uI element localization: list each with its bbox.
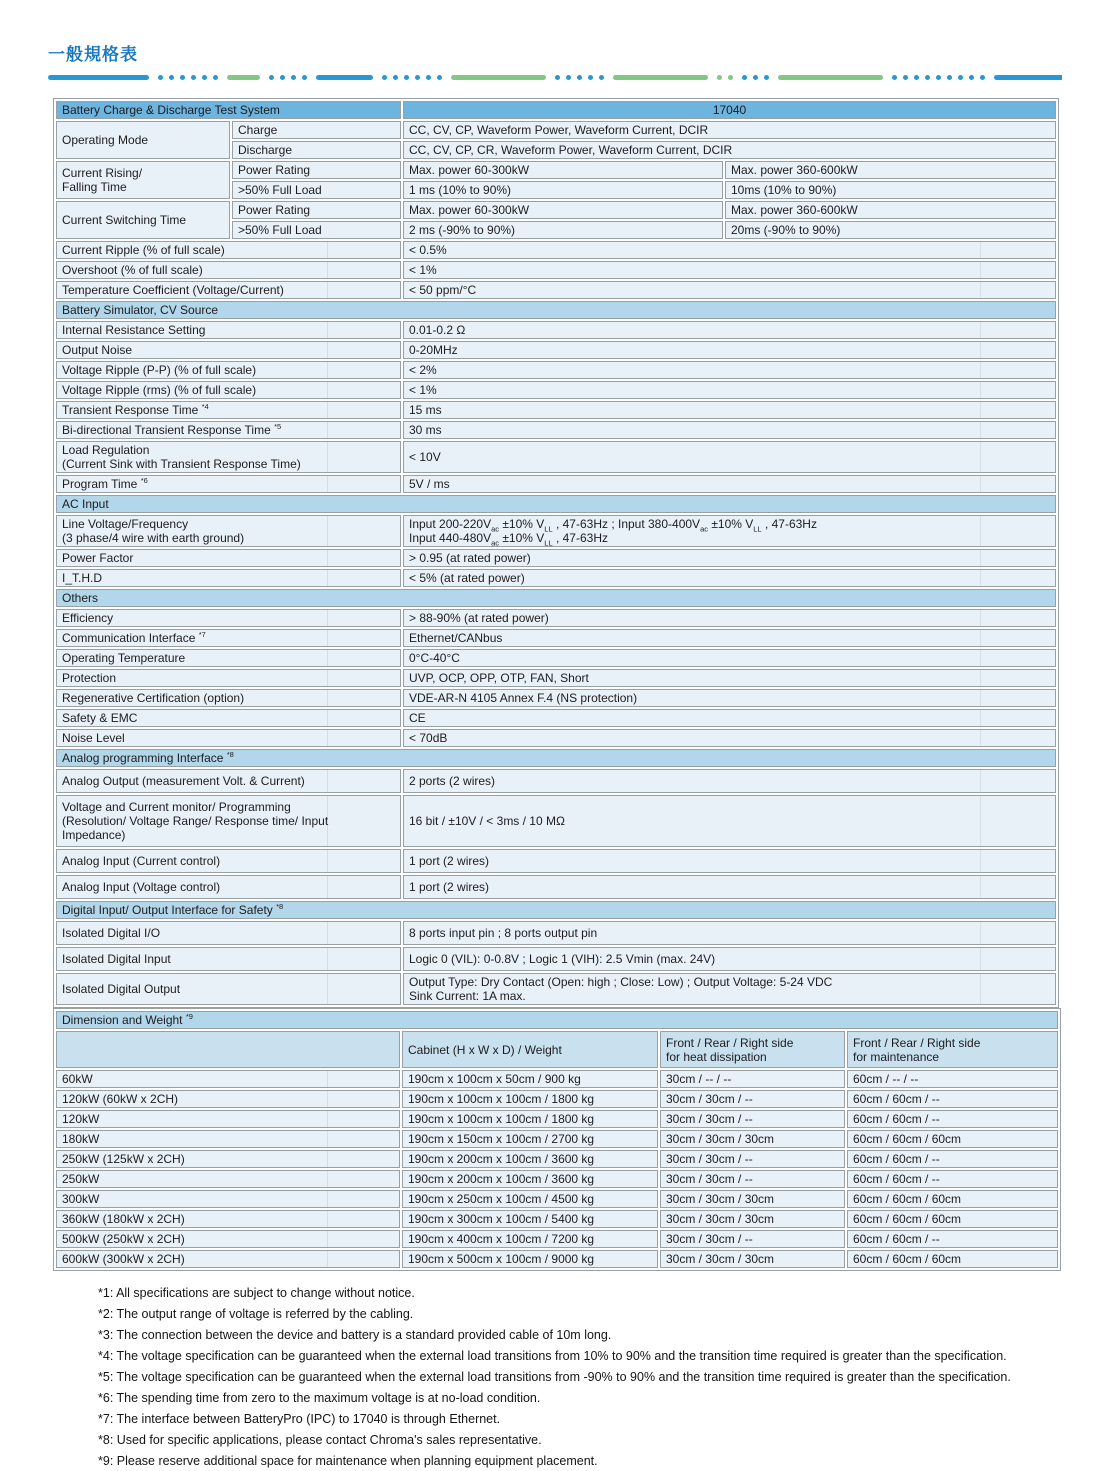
- divider-dots: [158, 75, 218, 80]
- spec-cell: I_T.H.D: [56, 569, 401, 587]
- decorative-divider: [48, 74, 1062, 80]
- spec-cell: Transient Response Time $^{*4}$: [56, 401, 401, 419]
- divider-dots: [269, 75, 307, 80]
- spec-cell: 30cm / 30cm / 30cm: [660, 1210, 845, 1228]
- table-row: [56, 973, 1056, 1005]
- spec-cell: 0°C-40°C: [403, 649, 1056, 667]
- divider-dot: [280, 75, 285, 80]
- divider-dot: [180, 75, 185, 80]
- table-row: [56, 321, 1056, 339]
- divider-dot: [213, 75, 218, 80]
- spec-cell: 15 ms: [403, 401, 1056, 419]
- spec-cell: Safety & EMC: [56, 709, 401, 727]
- table-row: [56, 629, 1056, 647]
- table-row: [56, 401, 1056, 419]
- divider-dot: [415, 75, 420, 80]
- table-row: [56, 1150, 1058, 1168]
- spec-cell: Operating Temperature: [56, 649, 401, 667]
- header-row: [56, 1031, 1058, 1068]
- spec-cell: Program Time $^{*6}$: [56, 475, 401, 493]
- divider-dot: [382, 75, 387, 80]
- table-row: [56, 121, 1056, 139]
- divider-dot: [269, 75, 274, 80]
- divider-dot: [742, 75, 747, 80]
- spec-cell: 190cm x 500cm x 100cm / 9000 kg: [402, 1250, 658, 1268]
- spec-cell: >50% Full Load: [232, 181, 401, 199]
- spec-cell: 30cm / 30cm / --: [660, 1230, 845, 1248]
- table-row: [56, 475, 1056, 493]
- spec-cell: Line Voltage/Frequency (3 phase/4 wire with earth ground): [56, 515, 401, 547]
- spec-cell: Ethernet/CANbus: [403, 629, 1056, 647]
- divider-dot: [980, 75, 985, 80]
- spec-cell: 250kW (125kW x 2CH): [56, 1150, 400, 1168]
- spec-cell: 250kW: [56, 1170, 400, 1188]
- divider-dot: [969, 75, 974, 80]
- divider-dot: [302, 75, 307, 80]
- section-row: [56, 749, 1056, 767]
- divider-dots: [382, 75, 442, 80]
- divider-dots: [717, 75, 733, 80]
- spec-cell: Charge: [232, 121, 401, 139]
- table-row: [56, 1210, 1058, 1228]
- spec-cell: < 1%: [403, 261, 1056, 279]
- spec-cell: 30 ms: [403, 421, 1056, 439]
- spec-cell: Current Rising/ Falling Time: [56, 161, 230, 199]
- spec-cell: 500kW (250kW x 2CH): [56, 1230, 400, 1248]
- divider-dot: [191, 75, 196, 80]
- divider-dash: [316, 75, 373, 80]
- spec-cell: 120kW (60kW x 2CH): [56, 1090, 400, 1108]
- divider-dot: [393, 75, 398, 80]
- spec-cell: Internal Resistance Setting: [56, 321, 401, 339]
- spec-cell: 1 ms (10% to 90%): [403, 181, 723, 199]
- spec-cell: 60cm / 60cm / --: [847, 1090, 1058, 1108]
- spec-cell: Output Noise: [56, 341, 401, 359]
- spec-cell: CE: [403, 709, 1056, 727]
- spec-cell: VDE-AR-N 4105 Annex F.4 (NS protection): [403, 689, 1056, 707]
- divider-dot: [566, 75, 571, 80]
- footnote-item: *6: The spending time from zero to the maximum voltage is at no-load condition.: [98, 1391, 541, 1405]
- spec-cell: Isolated Digital Input: [56, 947, 401, 971]
- spec-cell: Output Type: Dry Contact (Open: high ; Close: Low) ; Output Voltage: 5-24 VDC Sink Current: 1A max.: [403, 973, 1056, 1005]
- spec-cell: Dimension and Weight $^{*9}$: [56, 1011, 1058, 1029]
- spec-cell: 190cm x 100cm x 100cm / 1800 kg: [402, 1110, 658, 1128]
- spec-cell: 190cm x 300cm x 100cm / 5400 kg: [402, 1210, 658, 1228]
- table-row: [56, 281, 1056, 299]
- table-row: [56, 1130, 1058, 1148]
- table-row: [56, 549, 1056, 567]
- spec-cell: 17040: [403, 101, 1056, 119]
- spec-cell: 190cm x 250cm x 100cm / 4500 kg: [402, 1190, 658, 1208]
- spec-cell: 0.01-0.2 Ω: [403, 321, 1056, 339]
- spec-cell: Protection: [56, 669, 401, 687]
- table-row: [56, 849, 1056, 873]
- table-row: [56, 515, 1056, 547]
- section-row: [56, 589, 1056, 607]
- spec-cell: 60cm / 60cm / 60cm: [847, 1250, 1058, 1268]
- table-row: [56, 769, 1056, 793]
- table-row: [56, 1230, 1058, 1248]
- section-row: [56, 1011, 1058, 1029]
- diagonal-cell: [56, 1031, 400, 1068]
- spec-cell: Regenerative Certification (option): [56, 689, 401, 707]
- spec-cell: < 1%: [403, 381, 1056, 399]
- divider-dot: [764, 75, 769, 80]
- spec-cell: AC Input: [56, 495, 1056, 513]
- spec-cell: < 5% (at rated power): [403, 569, 1056, 587]
- divider-dot: [599, 75, 604, 80]
- spec-cell: < 70dB: [403, 729, 1056, 747]
- spec-cell: > 0.95 (at rated power): [403, 549, 1056, 567]
- table-row: [56, 361, 1056, 379]
- section-row: [56, 495, 1056, 513]
- spec-cell: 30cm / 30cm / 30cm: [660, 1190, 845, 1208]
- spec-cell: 190cm x 200cm x 100cm / 3600 kg: [402, 1150, 658, 1168]
- spec-cell: 30cm / 30cm / 30cm: [660, 1130, 845, 1148]
- spec-cell: 60cm / 60cm / --: [847, 1170, 1058, 1188]
- spec-cell: Analog Output (measurement Volt. & Current): [56, 769, 401, 793]
- spec-cell: Analog Input (Voltage control): [56, 875, 401, 899]
- spec-cell: Overshoot (% of full scale): [56, 261, 401, 279]
- spec-cell: Battery Simulator, CV Source: [56, 301, 1056, 319]
- table-row: [56, 709, 1056, 727]
- divider-dot: [437, 75, 442, 80]
- page-title: 一般規格表: [48, 45, 138, 64]
- spec-cell: 60kW: [56, 1070, 400, 1088]
- table-row: [56, 649, 1056, 667]
- spec-cell: 30cm / -- / --: [660, 1070, 845, 1088]
- spec-cell: Voltage Ripple (P-P) (% of full scale): [56, 361, 401, 379]
- section-row: [56, 901, 1056, 919]
- table-row: [56, 729, 1056, 747]
- divider-dot: [404, 75, 409, 80]
- spec-cell: 10ms (10% to 90%): [725, 181, 1056, 199]
- spec-cell: Efficiency: [56, 609, 401, 627]
- footnote-item: *5: The voltage specification can be guaranteed when the external load transitions from -90% to 90% and the transition time required is greater than the specification.: [98, 1370, 1011, 1384]
- spec-cell: 30cm / 30cm / 30cm: [660, 1250, 845, 1268]
- spec-cell: Voltage and Current monitor/ Programming (Resolution/ Voltage Range/ Response time/ Input Impedance): [56, 795, 401, 847]
- spec-cell: 120kW: [56, 1110, 400, 1128]
- spec-cell: Logic 0 (VIL): 0-0.8V ; Logic 1 (VIH): 2.5 Vmin (max. 24V): [403, 947, 1056, 971]
- spec-cell: 2 ms (-90% to 90%): [403, 221, 723, 239]
- divider-dot: [588, 75, 593, 80]
- dimension-table: [53, 1008, 1061, 1271]
- spec-cell: 30cm / 30cm / --: [660, 1170, 845, 1188]
- spec-cell: 2 ports (2 wires): [403, 769, 1056, 793]
- table-row: [56, 1250, 1058, 1268]
- spec-cell: Communication Interface $^{*7}$: [56, 629, 401, 647]
- spec-cell: Bi-directional Transient Response Time $^{*5}$: [56, 421, 401, 439]
- divider-dash: [613, 75, 708, 80]
- spec-cell: Input $200-220V_{ac} \pm 10\%$ $V_{LL}$ , 47-63Hz ; Input $380-400V_{ac} \pm 10\%$ $V_{LL}$ , 47-63Hz Input $440-480V_{ac} \pm 10\%$ $V_{LL}$ , 47-63Hz: [403, 515, 1056, 547]
- spec-cell: 190cm x 100cm x 50cm / 900 kg: [402, 1070, 658, 1088]
- spec-cell: CC, CV, CP, Waveform Power, Waveform Current, DCIR: [403, 121, 1056, 139]
- divider-dash: [227, 75, 260, 80]
- spec-cell: CC, CV, CP, CR, Waveform Power, Waveform Current, DCIR: [403, 141, 1056, 159]
- divider-dash: [994, 75, 1062, 80]
- spec-cell: 60cm / 60cm / --: [847, 1110, 1058, 1128]
- spec-cell: Front / Rear / Right side for heat dissipation: [660, 1031, 845, 1068]
- spec-cell: 190cm x 200cm x 100cm / 3600 kg: [402, 1170, 658, 1188]
- divider-dot: [947, 75, 952, 80]
- table-row: [56, 1090, 1058, 1108]
- section-row: [56, 301, 1056, 319]
- divider-dot: [202, 75, 207, 80]
- spec-cell: 1 port (2 wires): [403, 875, 1056, 899]
- divider-dash: [778, 75, 883, 80]
- spec-cell: < 0.5%: [403, 241, 1056, 259]
- spec-cell: Power Rating: [232, 161, 401, 179]
- spec-cell: Max. power 60-300kW: [403, 161, 723, 179]
- spec-cell: Power Rating: [232, 201, 401, 219]
- table-row: [56, 1070, 1058, 1088]
- spec-cell: < 50 ppm/°C: [403, 281, 1056, 299]
- spec-cell: Digital Input/ Output Interface for Safety $^{*8}$: [56, 901, 1056, 919]
- divider-dash: [451, 75, 546, 80]
- spec-cell: < 2%: [403, 361, 1056, 379]
- divider-dot: [728, 75, 733, 80]
- table-row: [56, 161, 1056, 179]
- spec-cell: Load Regulation (Current Sink with Transient Response Time): [56, 441, 401, 473]
- spec-cell: >50% Full Load: [232, 221, 401, 239]
- spec-cell: 600kW (300kW x 2CH): [56, 1250, 400, 1268]
- footnote-item: *3: The connection between the device and battery is a standard provided cable of 10m long.: [98, 1328, 612, 1342]
- table-row: [56, 921, 1056, 945]
- table-row: [56, 795, 1056, 847]
- spec-cell: 60cm / -- / --: [847, 1070, 1058, 1088]
- divider-dots: [742, 75, 769, 80]
- spec-cell: Max. power 60-300kW: [403, 201, 723, 219]
- spec-cell: Battery Charge & Discharge Test System: [56, 101, 401, 119]
- table-row: [56, 609, 1056, 627]
- divider-dot: [158, 75, 163, 80]
- spec-cell: Analog Input (Current control): [56, 849, 401, 873]
- spec-cell: Isolated Digital Output: [56, 973, 401, 1005]
- spec-cell: 190cm x 100cm x 100cm / 1800 kg: [402, 1090, 658, 1108]
- spec-cell: Current Ripple (% of full scale): [56, 241, 401, 259]
- spec-cell: Isolated Digital I/O: [56, 921, 401, 945]
- spec-cell: 300kW: [56, 1190, 400, 1208]
- spec-cell: Max. power 360-600kW: [725, 161, 1056, 179]
- spec-cell: > 88-90% (at rated power): [403, 609, 1056, 627]
- spec-cell: Max. power 360-600kW: [725, 201, 1056, 219]
- divider-dot: [936, 75, 941, 80]
- spec-cell: 30cm / 30cm / --: [660, 1150, 845, 1168]
- spec-cell: 60cm / 60cm / 60cm: [847, 1190, 1058, 1208]
- spec-cell: 30cm / 30cm / --: [660, 1090, 845, 1108]
- spec-cell: Analog programming Interface $^{*8}$: [56, 749, 1056, 767]
- spec-cell: 0-20MHz: [403, 341, 1056, 359]
- table-row: [56, 441, 1056, 473]
- divider-dots: [555, 75, 604, 80]
- divider-dot: [426, 75, 431, 80]
- spec-cell: 60cm / 60cm / --: [847, 1150, 1058, 1168]
- table-row: [56, 421, 1056, 439]
- spec-cell: Noise Level: [56, 729, 401, 747]
- footnotes-list: [98, 1284, 1102, 1471]
- spec-cell: 190cm x 400cm x 100cm / 7200 kg: [402, 1230, 658, 1248]
- footnote-item: *4: The voltage specification can be guaranteed when the external load transitions from 10% to 90% and the transition time required is greater than the specification.: [98, 1349, 1007, 1363]
- spec-cell: Discharge: [232, 141, 401, 159]
- divider-dot: [892, 75, 897, 80]
- table-row: [56, 261, 1056, 279]
- footnote-item: *8: Used for specific applications, please contact Chroma's sales representative.: [98, 1433, 542, 1447]
- spec-table: [53, 98, 1059, 1008]
- spec-cell: 60cm / 60cm / 60cm: [847, 1210, 1058, 1228]
- spec-cell: < 10V: [403, 441, 1056, 473]
- table-row: [56, 1190, 1058, 1208]
- table-row: [56, 1110, 1058, 1128]
- table-row: [56, 201, 1056, 219]
- spec-cell: 180kW: [56, 1130, 400, 1148]
- spec-cell: 60cm / 60cm / 60cm: [847, 1130, 1058, 1148]
- footnote-item: *7: The interface between BatteryPro (IPC) to 17040 is through Ethernet.: [98, 1412, 501, 1426]
- spec-cell: 60cm / 60cm / --: [847, 1230, 1058, 1248]
- divider-dot: [925, 75, 930, 80]
- table-row: [56, 381, 1056, 399]
- spec-cell: Voltage Ripple (rms) (% of full scale): [56, 381, 401, 399]
- spec-cell: 190cm x 150cm x 100cm / 2700 kg: [402, 1130, 658, 1148]
- divider-dot: [958, 75, 963, 80]
- spec-cell: Cabinet (H x W x D) / Weight: [402, 1031, 658, 1068]
- footnote-item: *1: All specifications are subject to change without notice.: [98, 1286, 415, 1300]
- spec-cell: Others: [56, 589, 1056, 607]
- spec-cell: Operating Mode: [56, 121, 230, 159]
- divider-dot: [291, 75, 296, 80]
- footnote-item: *2: The output range of voltage is referred by the cabling.: [98, 1307, 414, 1321]
- table-row: [56, 669, 1056, 687]
- spec-cell: 360kW (180kW x 2CH): [56, 1210, 400, 1228]
- table-row: [56, 341, 1056, 359]
- header-row: [56, 101, 1056, 119]
- divider-dot: [577, 75, 582, 80]
- spec-cell: Current Switching Time: [56, 201, 230, 239]
- spec-cell: 16 bit / ±10V / < 3ms / 10 MΩ: [403, 795, 1056, 847]
- divider-dot: [555, 75, 560, 80]
- spec-cell: 5V / ms: [403, 475, 1056, 493]
- divider-dot: [717, 75, 722, 80]
- spec-cell: Front / Rear / Right side for maintenance: [847, 1031, 1058, 1068]
- spec-cell: 20ms (-90% to 90%): [725, 221, 1056, 239]
- table-row: [56, 569, 1056, 587]
- divider-dot: [914, 75, 919, 80]
- table-row: [56, 1170, 1058, 1188]
- spec-cell: 30cm / 30cm / --: [660, 1110, 845, 1128]
- table-row: [56, 947, 1056, 971]
- footnote-item: *9: Please reserve additional space for maintenance when planning equipment placement.: [98, 1454, 598, 1468]
- table-row: [56, 689, 1056, 707]
- divider-dots: [892, 75, 985, 80]
- spec-cell: 8 ports input pin ; 8 ports output pin: [403, 921, 1056, 945]
- spec-cell: Power Factor: [56, 549, 401, 567]
- divider-dot: [753, 75, 758, 80]
- table-row: [56, 875, 1056, 899]
- divider-dot: [169, 75, 174, 80]
- spec-cell: Temperature Coefficient (Voltage/Current): [56, 281, 401, 299]
- divider-dash: [48, 75, 149, 80]
- spec-cell: 1 port (2 wires): [403, 849, 1056, 873]
- table-row: [56, 241, 1056, 259]
- divider-dot: [903, 75, 908, 80]
- spec-cell: UVP, OCP, OPP, OTP, FAN, Short: [403, 669, 1056, 687]
